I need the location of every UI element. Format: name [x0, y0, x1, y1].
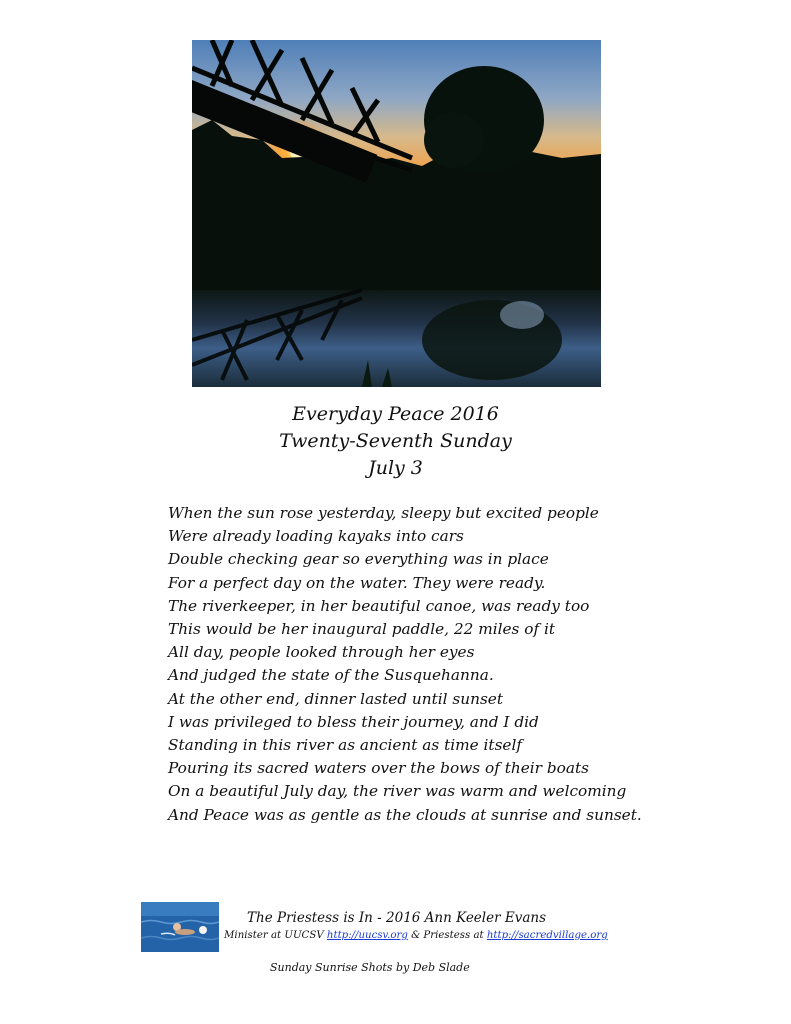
poem-line: And judged the state of the Susquehanna.	[168, 666, 494, 685]
poem-line: The riverkeeper, in her beautiful canoe, was ready too	[168, 596, 590, 615]
footer-affiliations	[224, 929, 608, 943]
poem-line: All day, people looked through her eyes	[168, 643, 475, 662]
footer-title: The Priestess is In - 2016 Ann Keeler Evans	[247, 910, 547, 926]
swimmer-thumbnail	[141, 902, 219, 952]
page-date: July 3	[368, 457, 423, 479]
minister-label: Minister at UUCSV	[224, 930, 327, 941]
uucsv-link[interactable]: http://uucsv.org	[326, 930, 408, 941]
poem-line: On a beautiful July day, the river was warm and welcoming	[168, 782, 627, 801]
poem-line: Pouring its sacred waters over the bows of their boats	[168, 759, 589, 778]
poem-line: And Peace was as gentle as the clouds at sunrise and sunset.	[168, 805, 642, 824]
page-subtitle: Twenty-Seventh Sunday	[279, 430, 512, 452]
poem-line: This would be her inaugural paddle, 22 miles of it	[168, 620, 556, 639]
poem-body	[168, 502, 768, 827]
poem-line: When the sun rose yesterday, sleepy but excited people	[168, 504, 599, 522]
poem-line: At the other end, dinner lasted until sunset	[168, 689, 503, 708]
poem-line: Standing in this river as ancient as time itself	[168, 736, 523, 755]
poem-line: I was privileged to bless their journey, and I did	[168, 712, 539, 731]
page-title: Everyday Peace 2016	[292, 403, 499, 425]
priestess-label: & Priestess at	[407, 930, 487, 941]
sunrise-bridge-photo	[192, 40, 601, 387]
poem-line: Double checking gear so everything was in place	[168, 550, 549, 569]
poem-line: Were already loading kayaks into cars	[168, 527, 464, 546]
photo-credits: Sunday Sunrise Shots by Deb Slade	[270, 961, 470, 974]
poem-line: For a perfect day on the water. They were ready.	[168, 573, 546, 592]
sacredvillage-link[interactable]: http://sacredvillage.org	[486, 930, 608, 941]
